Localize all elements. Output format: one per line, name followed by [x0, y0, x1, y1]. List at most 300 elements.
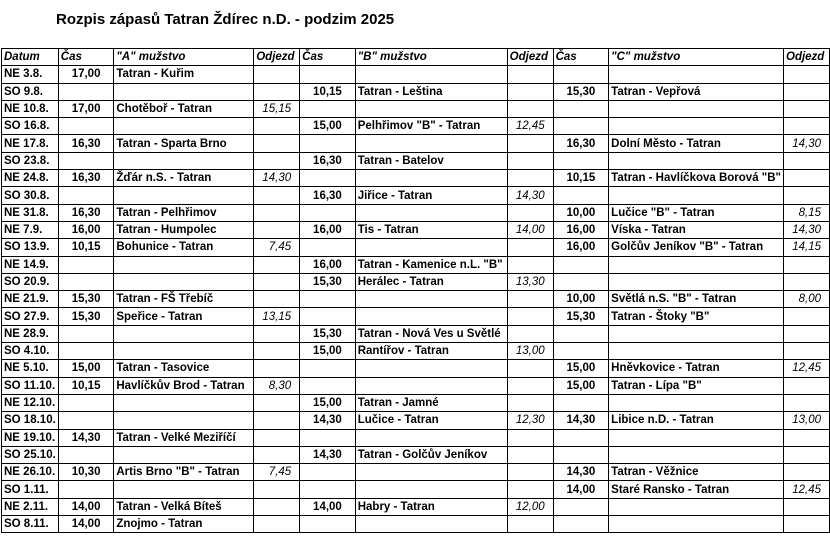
team-a-cell: [114, 394, 254, 411]
time-c-cell: [553, 118, 609, 135]
departure-a-cell: 14,30: [254, 170, 300, 187]
header-team-a: "A" mužstvo: [114, 49, 254, 66]
date-cell: SO 20.9.: [2, 273, 59, 290]
team-c-cell: [609, 343, 784, 360]
team-a-cell: [114, 412, 254, 429]
date-cell: NE 21.9.: [2, 291, 59, 308]
team-b-cell: Tatran - Batelov: [355, 152, 507, 169]
time-c-cell: [553, 429, 609, 446]
time-a-cell: 15,30: [58, 291, 114, 308]
team-a-cell: [114, 256, 254, 273]
team-a-cell: [114, 187, 254, 204]
table-row: [2, 481, 830, 498]
time-a-cell: [58, 187, 114, 204]
time-a-cell: 14,30: [58, 429, 114, 446]
departure-a-cell: 15,15: [254, 100, 300, 117]
departure-b-cell: [507, 291, 553, 308]
date-cell: SO 11.10.: [2, 377, 59, 394]
departure-b-cell: [507, 152, 553, 169]
table-row: [2, 118, 830, 135]
departure-b-cell: [507, 204, 553, 221]
departure-b-cell: [507, 464, 553, 481]
date-cell: SO 9.8.: [2, 83, 59, 100]
team-c-cell: [609, 516, 784, 533]
time-b-cell: [300, 170, 356, 187]
time-c-cell: 16,00: [553, 239, 609, 256]
time-a-cell: [58, 325, 114, 342]
header-team-b: "B" mužstvo: [355, 49, 507, 66]
team-b-cell: Tatran - Golčův Jeníkov: [355, 446, 507, 463]
departure-c-cell: [784, 170, 830, 187]
time-a-cell: [58, 256, 114, 273]
date-cell: SO 30.8.: [2, 187, 59, 204]
team-a-cell: Chotěboř - Tatran: [114, 100, 254, 117]
date-cell: NE 24.8.: [2, 170, 59, 187]
time-c-cell: [553, 446, 609, 463]
departure-a-cell: [254, 291, 300, 308]
time-c-cell: 14,30: [553, 464, 609, 481]
time-c-cell: [553, 516, 609, 533]
time-b-cell: [300, 360, 356, 377]
team-c-cell: Tatran - Vepřová: [609, 83, 784, 100]
departure-c-cell: [784, 394, 830, 411]
team-a-cell: [114, 325, 254, 342]
team-a-cell: [114, 83, 254, 100]
time-b-cell: 16,00: [300, 256, 356, 273]
departure-b-cell: [507, 377, 553, 394]
time-a-cell: [58, 83, 114, 100]
date-cell: NE 17.8.: [2, 135, 59, 152]
time-b-cell: [300, 135, 356, 152]
departure-c-cell: [784, 83, 830, 100]
time-c-cell: 14,30: [553, 412, 609, 429]
team-a-cell: [114, 152, 254, 169]
time-a-cell: 16,00: [58, 221, 114, 238]
time-c-cell: 10,15: [553, 170, 609, 187]
departure-c-cell: 14,15: [784, 239, 830, 256]
departure-a-cell: [254, 83, 300, 100]
departure-a-cell: [254, 446, 300, 463]
departure-a-cell: [254, 360, 300, 377]
team-b-cell: [355, 66, 507, 83]
team-b-cell: Jiřice - Tatran: [355, 187, 507, 204]
departure-b-cell: [507, 135, 553, 152]
departure-c-cell: [784, 377, 830, 394]
departure-a-cell: [254, 187, 300, 204]
departure-a-cell: [254, 516, 300, 533]
team-a-cell: Bohunice - Tatran: [114, 239, 254, 256]
date-cell: SO 23.8.: [2, 152, 59, 169]
time-b-cell: [300, 377, 356, 394]
table-row: [2, 343, 830, 360]
team-b-cell: [355, 135, 507, 152]
team-b-cell: [355, 170, 507, 187]
time-a-cell: [58, 446, 114, 463]
departure-b-cell: [507, 516, 553, 533]
team-c-cell: Víska - Tatran: [609, 221, 784, 238]
table-row: [2, 291, 830, 308]
departure-c-cell: [784, 464, 830, 481]
table-row: [2, 273, 830, 290]
departure-a-cell: 7,45: [254, 239, 300, 256]
date-cell: NE 5.10.: [2, 360, 59, 377]
team-c-cell: Dolní Město - Tatran: [609, 135, 784, 152]
header-departure-b: Odjezd: [507, 49, 553, 66]
table-row: [2, 170, 830, 187]
departure-b-cell: [507, 446, 553, 463]
departure-b-cell: 12,45: [507, 118, 553, 135]
team-a-cell: [114, 343, 254, 360]
time-b-cell: 14,00: [300, 498, 356, 515]
team-b-cell: [355, 100, 507, 117]
team-b-cell: [355, 429, 507, 446]
departure-c-cell: [784, 187, 830, 204]
date-cell: NE 7.9.: [2, 221, 59, 238]
departure-b-cell: [507, 308, 553, 325]
page-title: Rozpis zápasů Tatran Ždírec n.D. - podzim 2025: [56, 11, 395, 28]
departure-b-cell: 14,00: [507, 221, 553, 238]
team-c-cell: Světlá n.S. "B" - Tatran: [609, 291, 784, 308]
team-b-cell: Rantířov - Tatran: [355, 343, 507, 360]
time-c-cell: 15,00: [553, 360, 609, 377]
date-cell: NE 19.10.: [2, 429, 59, 446]
time-a-cell: [58, 118, 114, 135]
time-a-cell: 16,30: [58, 170, 114, 187]
table-row: [2, 221, 830, 238]
time-c-cell: 10,00: [553, 291, 609, 308]
team-a-cell: Speřice - Tatran: [114, 308, 254, 325]
time-b-cell: 14,30: [300, 412, 356, 429]
time-b-cell: [300, 100, 356, 117]
departure-c-cell: [784, 343, 830, 360]
departure-c-cell: [784, 66, 830, 83]
time-a-cell: [58, 394, 114, 411]
team-c-cell: [609, 325, 784, 342]
header-row: [2, 49, 830, 66]
table-row: [2, 412, 830, 429]
team-c-cell: Tatran - Věžnice: [609, 464, 784, 481]
departure-b-cell: [507, 256, 553, 273]
time-a-cell: 10,15: [58, 239, 114, 256]
table-row: [2, 239, 830, 256]
team-a-cell: [114, 446, 254, 463]
date-cell: SO 25.10.: [2, 446, 59, 463]
departure-b-cell: [507, 325, 553, 342]
time-c-cell: 14,00: [553, 481, 609, 498]
time-a-cell: [58, 273, 114, 290]
time-c-cell: 16,30: [553, 135, 609, 152]
departure-c-cell: [784, 308, 830, 325]
team-c-cell: Tatran - Štoky "B": [609, 308, 784, 325]
team-b-cell: Habry - Tatran: [355, 498, 507, 515]
time-a-cell: 17,00: [58, 66, 114, 83]
team-a-cell: Tatran - Sparta Brno: [114, 135, 254, 152]
time-b-cell: [300, 481, 356, 498]
team-b-cell: [355, 516, 507, 533]
team-c-cell: Libice n.D. - Tatran: [609, 412, 784, 429]
time-a-cell: 10,30: [58, 464, 114, 481]
time-a-cell: 16,30: [58, 204, 114, 221]
team-b-cell: Tis - Tatran: [355, 221, 507, 238]
team-a-cell: Tatran - FŠ Třebíč: [114, 291, 254, 308]
team-a-cell: Tatran - Pelhřimov: [114, 204, 254, 221]
departure-a-cell: [254, 135, 300, 152]
departure-c-cell: 14,30: [784, 221, 830, 238]
time-c-cell: [553, 152, 609, 169]
team-c-cell: Hněvkovice - Tatran: [609, 360, 784, 377]
departure-b-cell: 13,30: [507, 273, 553, 290]
table-row: [2, 187, 830, 204]
date-cell: NE 12.10.: [2, 394, 59, 411]
departure-a-cell: [254, 118, 300, 135]
team-a-cell: Znojmo - Tatran: [114, 516, 254, 533]
departure-c-cell: 13,00: [784, 412, 830, 429]
date-cell: NE 31.8.: [2, 204, 59, 221]
table-row: [2, 360, 830, 377]
departure-c-cell: [784, 100, 830, 117]
table-row: [2, 135, 830, 152]
time-b-cell: 16,00: [300, 221, 356, 238]
departure-a-cell: [254, 343, 300, 360]
team-b-cell: [355, 464, 507, 481]
time-c-cell: 10,00: [553, 204, 609, 221]
departure-a-cell: [254, 412, 300, 429]
date-cell: NE 10.8.: [2, 100, 59, 117]
time-b-cell: 10,15: [300, 83, 356, 100]
date-cell: SO 16.8.: [2, 118, 59, 135]
departure-b-cell: [507, 394, 553, 411]
time-c-cell: 15,00: [553, 377, 609, 394]
time-b-cell: [300, 204, 356, 221]
header-team-c: "C" mužstvo: [609, 49, 784, 66]
time-b-cell: 15,00: [300, 118, 356, 135]
departure-a-cell: 7,45: [254, 464, 300, 481]
table-row: [2, 516, 830, 533]
team-a-cell: Havlíčkův Brod - Tatran: [114, 377, 254, 394]
team-b-cell: Tatran - Leština: [355, 83, 507, 100]
team-a-cell: [114, 273, 254, 290]
departure-c-cell: [784, 152, 830, 169]
time-c-cell: [553, 498, 609, 515]
departure-c-cell: 14,30: [784, 135, 830, 152]
departure-c-cell: [784, 446, 830, 463]
time-a-cell: [58, 412, 114, 429]
time-b-cell: [300, 516, 356, 533]
header-time-a: Čas: [58, 49, 114, 66]
team-b-cell: [355, 377, 507, 394]
team-b-cell: Lučice - Tatran: [355, 412, 507, 429]
departure-a-cell: [254, 325, 300, 342]
team-b-cell: Tatran - Nová Ves u Světlé: [355, 325, 507, 342]
departure-b-cell: [507, 83, 553, 100]
departure-b-cell: [507, 100, 553, 117]
team-c-cell: [609, 273, 784, 290]
time-b-cell: 15,00: [300, 343, 356, 360]
team-b-cell: [355, 360, 507, 377]
date-cell: NE 28.9.: [2, 325, 59, 342]
time-b-cell: 15,30: [300, 273, 356, 290]
team-c-cell: [609, 66, 784, 83]
departure-b-cell: [507, 239, 553, 256]
team-a-cell: Tatran - Humpolec: [114, 221, 254, 238]
team-a-cell: Tatran - Velké Meziříčí: [114, 429, 254, 446]
schedule-table: [1, 48, 830, 533]
time-b-cell: 15,30: [300, 325, 356, 342]
departure-b-cell: [507, 481, 553, 498]
team-c-cell: [609, 256, 784, 273]
time-c-cell: [553, 394, 609, 411]
departure-c-cell: [784, 273, 830, 290]
time-c-cell: 15,30: [553, 308, 609, 325]
departure-a-cell: [254, 273, 300, 290]
team-b-cell: [355, 204, 507, 221]
departure-a-cell: [254, 429, 300, 446]
team-a-cell: Artis Brno "B" - Tatran: [114, 464, 254, 481]
table-row: [2, 377, 830, 394]
departure-c-cell: 8,00: [784, 291, 830, 308]
time-c-cell: [553, 256, 609, 273]
table-row: [2, 394, 830, 411]
time-a-cell: 15,30: [58, 308, 114, 325]
date-cell: NE 26.10.: [2, 464, 59, 481]
time-c-cell: [553, 325, 609, 342]
time-a-cell: 17,00: [58, 100, 114, 117]
departure-a-cell: [254, 204, 300, 221]
team-c-cell: [609, 498, 784, 515]
time-b-cell: 15,00: [300, 394, 356, 411]
time-a-cell: 14,00: [58, 516, 114, 533]
team-a-cell: Žďár n.S. - Tatran: [114, 170, 254, 187]
departure-b-cell: 13,00: [507, 343, 553, 360]
departure-c-cell: [784, 256, 830, 273]
team-b-cell: [355, 291, 507, 308]
time-c-cell: [553, 66, 609, 83]
header-time-c: Čas: [553, 49, 609, 66]
team-a-cell: [114, 481, 254, 498]
team-c-cell: Tatran - Lípa "B": [609, 377, 784, 394]
departure-b-cell: [507, 360, 553, 377]
date-cell: SO 4.10.: [2, 343, 59, 360]
team-c-cell: [609, 100, 784, 117]
departure-a-cell: [254, 394, 300, 411]
departure-a-cell: [254, 221, 300, 238]
header-departure-c: Odjezd: [784, 49, 830, 66]
departure-c-cell: [784, 429, 830, 446]
date-cell: NE 2.11.: [2, 498, 59, 515]
team-a-cell: Tatran - Tasovice: [114, 360, 254, 377]
time-b-cell: [300, 291, 356, 308]
time-a-cell: 10,15: [58, 377, 114, 394]
team-c-cell: [609, 429, 784, 446]
team-c-cell: Tatran - Havlíčkova Borová "B": [609, 170, 784, 187]
table-row: [2, 464, 830, 481]
time-b-cell: [300, 464, 356, 481]
time-c-cell: 16,00: [553, 221, 609, 238]
team-a-cell: Tatran - Velká Bíteš: [114, 498, 254, 515]
date-cell: SO 13.9.: [2, 239, 59, 256]
table-row: [2, 152, 830, 169]
table-row: [2, 498, 830, 515]
departure-b-cell: [507, 66, 553, 83]
time-a-cell: 14,00: [58, 498, 114, 515]
table-row: [2, 204, 830, 221]
time-c-cell: 15,30: [553, 83, 609, 100]
header-date: Datum: [2, 49, 59, 66]
header-departure-a: Odjezd: [254, 49, 300, 66]
team-b-cell: [355, 239, 507, 256]
schedule-body: [2, 66, 830, 533]
team-c-cell: [609, 118, 784, 135]
table-row: [2, 66, 830, 83]
time-c-cell: [553, 273, 609, 290]
departure-b-cell: [507, 429, 553, 446]
time-b-cell: 16,30: [300, 187, 356, 204]
team-b-cell: [355, 481, 507, 498]
team-b-cell: Pelhřimov "B" - Tatran: [355, 118, 507, 135]
departure-a-cell: 13,15: [254, 308, 300, 325]
time-b-cell: 14,30: [300, 446, 356, 463]
team-b-cell: Herálec - Tatran: [355, 273, 507, 290]
header-time-b: Čas: [300, 49, 356, 66]
departure-c-cell: 12,45: [784, 481, 830, 498]
team-c-cell: [609, 446, 784, 463]
time-a-cell: 15,00: [58, 360, 114, 377]
date-cell: SO 18.10.: [2, 412, 59, 429]
departure-a-cell: [254, 256, 300, 273]
departure-b-cell: [507, 170, 553, 187]
departure-c-cell: [784, 325, 830, 342]
time-b-cell: [300, 429, 356, 446]
time-b-cell: [300, 239, 356, 256]
departure-a-cell: 8,30: [254, 377, 300, 394]
date-cell: NE 14.9.: [2, 256, 59, 273]
departure-c-cell: 8,15: [784, 204, 830, 221]
departure-c-cell: [784, 118, 830, 135]
date-cell: SO 27.9.: [2, 308, 59, 325]
team-c-cell: Staré Ransko - Tatran: [609, 481, 784, 498]
table-row: [2, 446, 830, 463]
departure-a-cell: [254, 498, 300, 515]
date-cell: SO 8.11.: [2, 516, 59, 533]
departure-c-cell: 12,45: [784, 360, 830, 377]
time-a-cell: [58, 152, 114, 169]
departure-c-cell: [784, 498, 830, 515]
team-b-cell: [355, 308, 507, 325]
team-c-cell: Golčův Jeníkov "B" - Tatran: [609, 239, 784, 256]
team-b-cell: Tatran - Kamenice n.L. "B": [355, 256, 507, 273]
time-b-cell: 16,30: [300, 152, 356, 169]
time-a-cell: [58, 343, 114, 360]
team-c-cell: [609, 394, 784, 411]
departure-c-cell: [784, 516, 830, 533]
departure-b-cell: 12,00: [507, 498, 553, 515]
departure-b-cell: 14,30: [507, 187, 553, 204]
time-c-cell: [553, 100, 609, 117]
team-c-cell: [609, 187, 784, 204]
team-a-cell: Tatran - Kuřim: [114, 66, 254, 83]
team-c-cell: Lučice "B" - Tatran: [609, 204, 784, 221]
time-a-cell: 16,30: [58, 135, 114, 152]
table-row: [2, 83, 830, 100]
table-row: [2, 256, 830, 273]
departure-a-cell: [254, 481, 300, 498]
table-row: [2, 308, 830, 325]
team-a-cell: [114, 118, 254, 135]
departure-a-cell: [254, 66, 300, 83]
date-cell: SO 1.11.: [2, 481, 59, 498]
table-row: [2, 325, 830, 342]
departure-b-cell: 12,30: [507, 412, 553, 429]
